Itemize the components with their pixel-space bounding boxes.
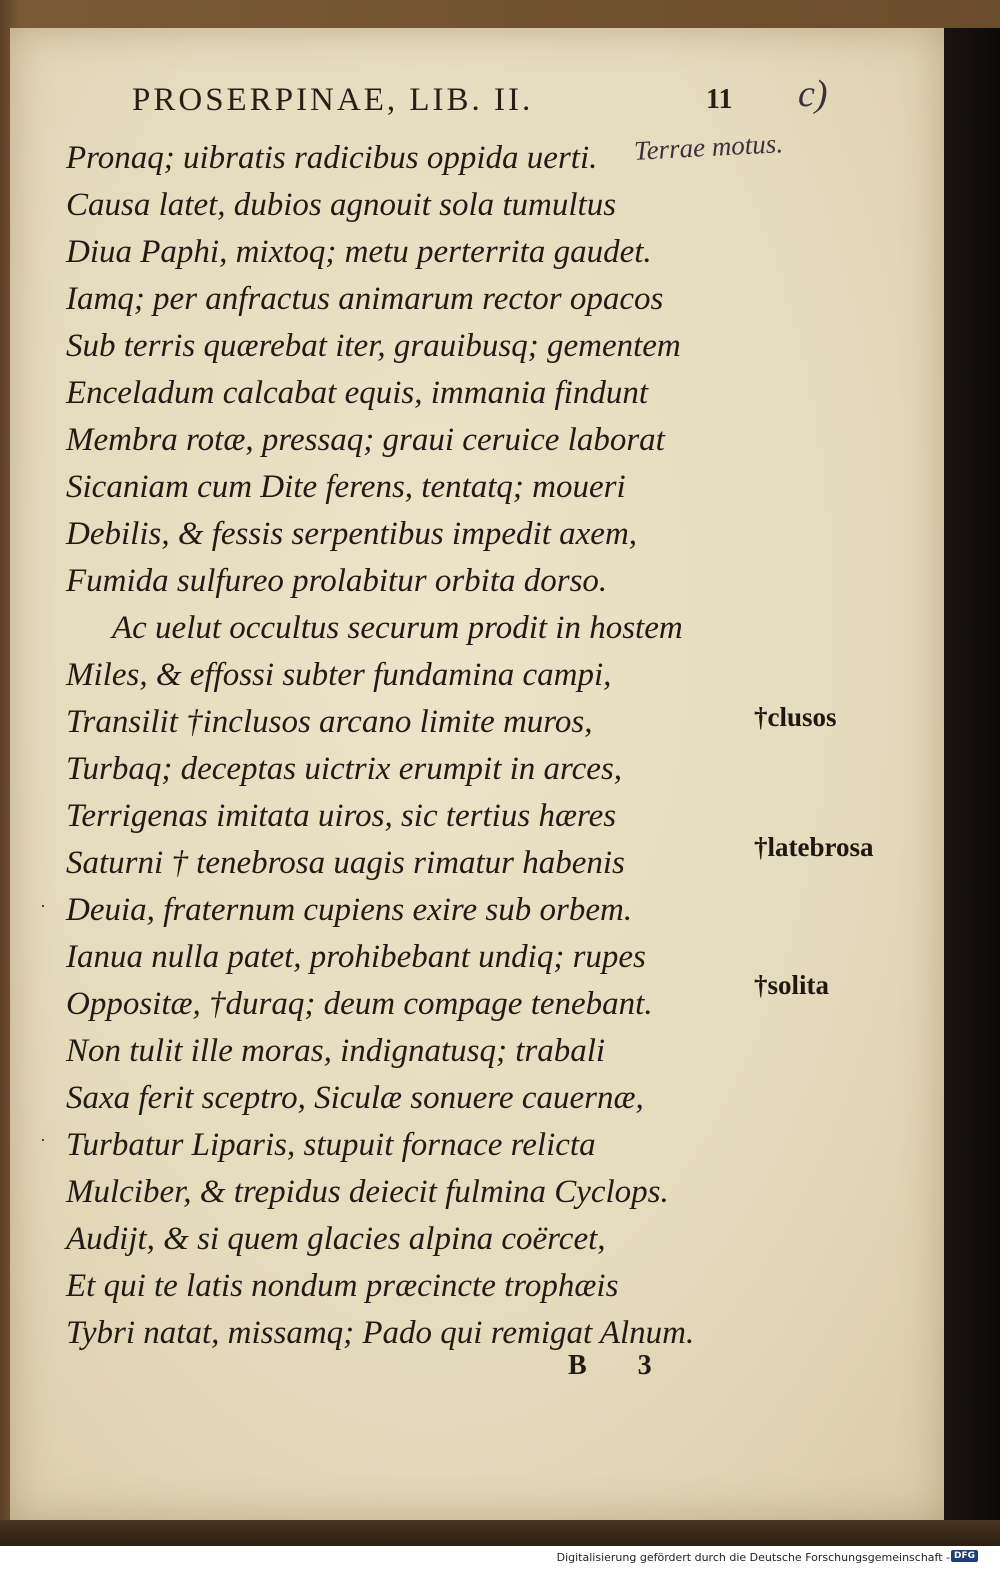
- verse-line: Sub terris quærebat iter, grauibusq; gementem: [66, 328, 681, 364]
- verse-line: Miles, & effossi subter fundamina campi,: [66, 657, 612, 693]
- verse-line: Enceladum calcabat equis, immania findunt: [66, 375, 648, 411]
- handwritten-mark: c): [798, 73, 828, 115]
- ink-dot: ·: [40, 1130, 46, 1150]
- verse-line: Diua Paphi, mixtoq; metu perterrita gaudet.: [66, 234, 652, 270]
- running-title: PROSERPINAE, LIB. II.: [132, 82, 534, 118]
- verse-line: Causa latet, dubios agnouit sola tumultus: [66, 187, 617, 223]
- page-shadow-edge: [944, 28, 1000, 1520]
- margin-note-solita: †solita: [754, 970, 830, 1000]
- verse-line: Audijt, & si quem glacies alpina coërcet,: [66, 1221, 606, 1257]
- funding-credit: Digitalisierung gefördert durch die Deutsche Forschungsgemeinschaft -: [556, 1551, 950, 1564]
- margin-note-latebrosa: †latebrosa: [754, 832, 874, 862]
- verse-line: Debilis, & fessis serpentibus impedit axem,: [66, 516, 638, 552]
- verse-line: Terrigenas imitata uiros, sic tertius hæres: [66, 798, 617, 834]
- folio-number: 11: [706, 84, 733, 115]
- ink-dot: ·: [40, 896, 46, 916]
- verse-line: Mulciber, & trepidus deiecit fulmina Cyclops.: [66, 1174, 669, 1210]
- dfg-logo: DFG: [951, 1550, 978, 1562]
- verse-line: Non tulit ille moras, indignatusq; trabali: [66, 1033, 606, 1069]
- handwritten-note: Terrae motus.: [633, 128, 784, 166]
- verse-line: Tybri natat, missamq; Pado qui remigat Alnum.: [66, 1315, 695, 1351]
- verse-line: Deuia, fraternum cupiens exire sub orbem.: [66, 892, 633, 928]
- verse-line: Ac uelut occultus securum prodit in hostem: [112, 610, 683, 646]
- scan-bottom-edge: [0, 1520, 1000, 1546]
- verse-line: Transilit †inclusos arcano limite muros,: [66, 704, 593, 740]
- margin-note-clusos: †clusos: [754, 702, 837, 732]
- verse-line: Turbatur Liparis, stupuit fornace relicta: [66, 1127, 596, 1163]
- verse-line: Membra rotæ, pressaq; graui ceruice laborat: [66, 422, 665, 458]
- signature-mark: B 3: [568, 1350, 674, 1381]
- verse-line: Et qui te latis nondum præcincte trophæis: [66, 1268, 619, 1304]
- verse-line: Ianua nulla patet, prohibebant undiq; rupes: [66, 939, 646, 975]
- verse-line: Iamq; per anfractus animarum rector opacos: [66, 281, 664, 317]
- verse-line: Turbaq; deceptas uictrix erumpit in arces,: [66, 751, 623, 787]
- verse-line: Sicaniam cum Dite ferens, tentatq; moueri: [66, 469, 626, 505]
- verse-line: Saxa ferit sceptro, Siculæ sonuere cauernæ,: [66, 1080, 644, 1116]
- verse-line: Oppositæ, †duraq; deum compage tenebant.: [66, 986, 653, 1022]
- verse-line: Fumida sulfureo prolabitur orbita dorso.: [66, 563, 608, 599]
- verse-line: Saturni † tenebrosa uagis rimatur habenis: [66, 845, 625, 881]
- verse-line: Pronaq; uibratis radicibus oppida uerti.: [66, 140, 598, 176]
